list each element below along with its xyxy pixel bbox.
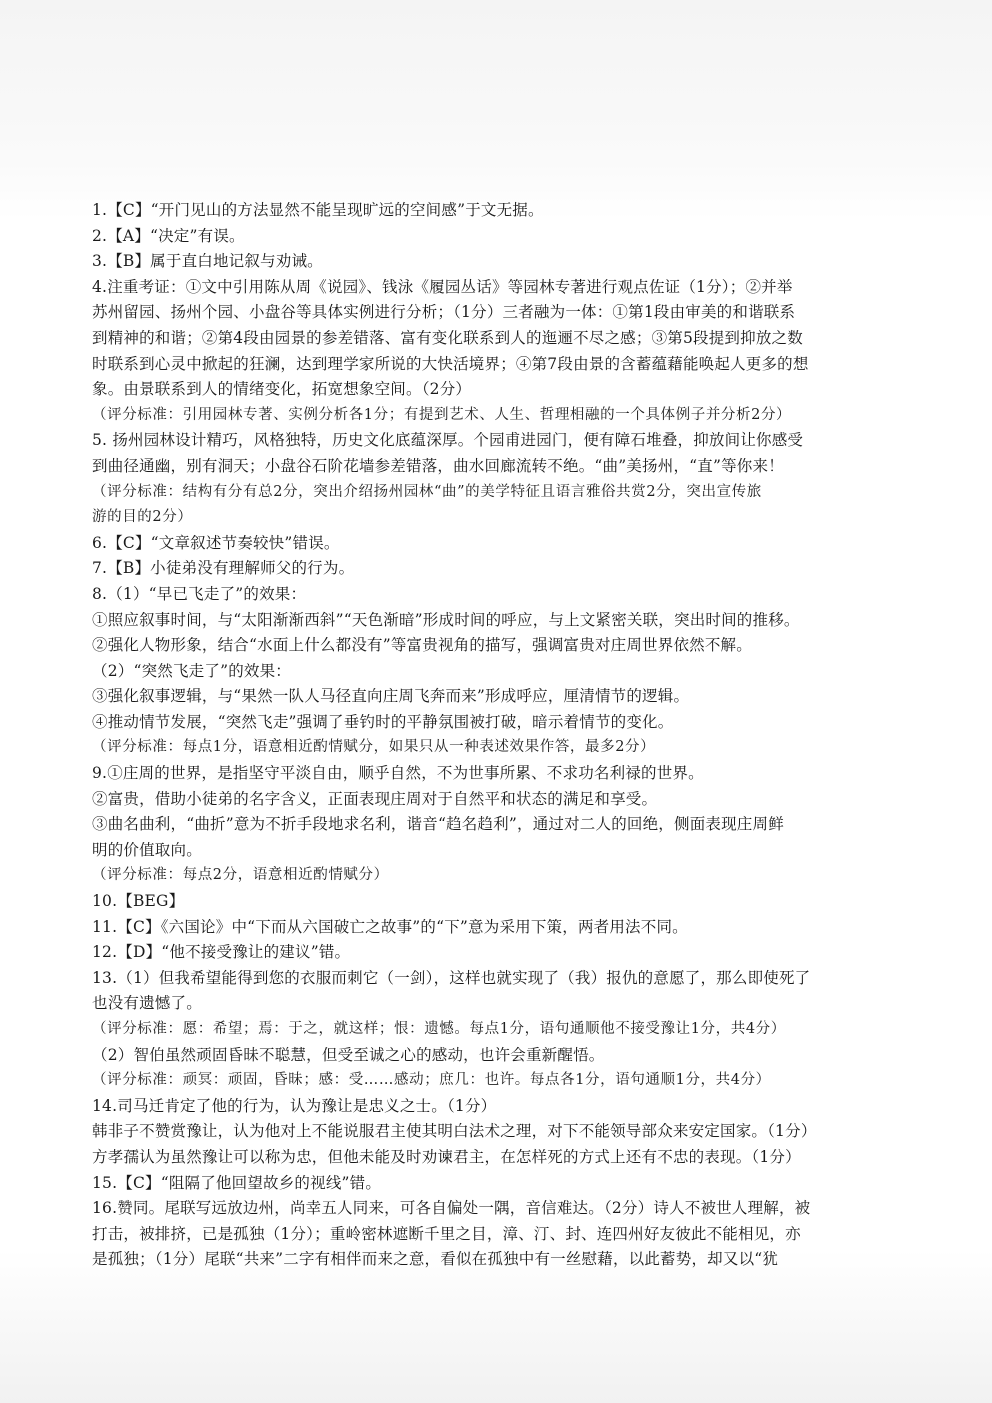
answer-line: 13.（1）但我希望能得到您的衣服而刺它（一剑），这样也就实现了（我）报仇的意愿了，那么即使死了 [92, 968, 811, 987]
answer-line: 6.【C】“文章叙述节奏较快”错误。 [92, 533, 340, 552]
answer-line: 3.【B】属于直白地记叙与劝诫。 [92, 252, 323, 271]
answer-line: 15.【C】“阻隔了他回望故乡的视线”错。 [92, 1173, 382, 1192]
answer-line: 2.【A】“决定”有误。 [92, 226, 245, 245]
answer-line: 14.司马迁肯定了他的行为，认为豫让是忠义之士。（1分） [92, 1096, 497, 1115]
answer-line: ②强化人物形象，结合“水面上什么都没有”等富贵视角的描写，强调富贵对庄周世界依然不解。 [92, 636, 752, 655]
answer-key-text [92, 198, 900, 1273]
answer-line: 1.【C】“开门见山的方法显然不能呈现旷远的空间感”于文无据。 [92, 201, 544, 219]
answer-line: ③强化叙事逻辑，与“果然一队人马径直向庄周飞奔而来”形成呼应，厘清情节的逻辑。 [92, 687, 690, 706]
answer-line: ④推动情节发展，“突然飞走”强调了垂钓时的平静氛围被打破，暗示着情节的变化。 [92, 712, 674, 731]
scoring-note-line: （评分标准：引用园林专著、实例分析各1分；有提到艺术、人生、哲理相融的一个具体例子并分析2分） [92, 406, 792, 423]
answer-line: 到精神的和谐；②第4段由园景的参差错落、富有变化联系到人的迤逦不尽之感；③第5段提到抑放之数 [92, 328, 803, 347]
answer-line: 象。由景联系到人的情绪变化，拓宽想象空间。（2分） [92, 380, 472, 399]
answer-line: 7.【B】小徒弟没有理解师父的行为。 [92, 559, 355, 578]
answer-line: 4.注重考证：①文中引用陈从周《说园》、钱泳《履园丛话》等园林专著进行观点佐证（1分）；②并举 [92, 277, 793, 296]
answer-line: 12.【D】“他不接受豫让的建议”错。 [92, 943, 351, 962]
answer-line: （2）“突然飞走了”的效果： [92, 661, 292, 680]
answer-line: 5. 扬州园林设计精巧，风格独特，历史文化底蕴深厚。个园甫进园门，便有障石堆叠，抑放间让你感受 [92, 431, 804, 450]
answer-line: 11.【C】《六国论》中“下而从六国破亡之故事”的“下”意为采用下策，两者用法不同。 [92, 917, 688, 936]
answer-line: 韩非子不赞赏豫让，认为他对上不能说服君主使其明白法术之理，对下不能领导部众来安定国家。（1分） [92, 1122, 817, 1141]
scoring-note-line: 游的目的2分） [92, 509, 193, 526]
answer-line: 16.赞同。尾联写远放边州，尚幸五人同来，可各自偏处一隅，音信难达。（2分）诗人不被世人理解，被 [92, 1199, 811, 1218]
answer-line: 时联系到心灵中掀起的狂澜，达到理学家所说的大快活境界；④第7段由景的含蓄蕴藉能唤起人更多的想 [92, 354, 809, 373]
scoring-note-line: （评分标准：结构有分有总2分，突出介绍扬州园林“曲”的美学特征且语言雅俗共赏2分，突出宣传旅 [92, 483, 762, 500]
scoring-note-line: （评分标准：愿：希望；焉：于之，就这样；恨：遗憾。每点1分，语句通顺他不接受豫让1分，共4分） [92, 1021, 786, 1037]
scoring-note-line: （评分标准：每点2分，语意相近酌情赋分） [92, 867, 389, 884]
answer-line: 9.①庄周的世界，是指坚守平淡自由，顺乎自然，不为世事所累、不求功名利禄的世界。 [92, 764, 704, 783]
scoring-note-line: （评分标准：每点1分，语意相近酌情赋分，如果只从一种表述效果作答，最多2分） [92, 739, 656, 756]
answer-line: 明的价值取向。 [92, 840, 202, 859]
answer-line: （2）智伯虽然顽固昏昧不聪慧，但受至诚之心的感动，也许会重新醒悟。 [92, 1045, 605, 1064]
answer-line: 打击，被排挤，已是孤独（1分）；重岭密林遮断千里之目，漳、汀、封、连四州好友彼此不能相见，亦 [92, 1224, 801, 1243]
answer-line: 方孝孺认为虽然豫让可以称为忠，但他未能及时劝谏君主，在怎样死的方式上还有不忠的表现。（1分） [92, 1147, 801, 1166]
scoring-note-line: （评分标准：顽冥：顽固，昏昧；感：受……感动；庶几：也许。每点各1分，语句通顺1分，共4分） [92, 1072, 771, 1089]
answer-line: ③曲名曲利，“曲折”意为不折手段地求名利，谐音“趋名趋利”，通过对二人的回绝，侧面表现庄周鲜 [92, 815, 784, 834]
answer-line: 10.【BEG】 [92, 892, 185, 911]
answer-line: 是孤独；（1分）尾联“共来”二字有相伴而来之意，看似在孤独中有一丝慰藉，以此蓄势，却又以“犹 [92, 1250, 779, 1269]
answer-line: ①照应叙事时间，与“太阳渐渐西斜”“天色渐暗”形成时间的呼应，与上文紧密关联，突出时间的推移。 [92, 610, 800, 629]
answer-line: 8.（1）“早已飞走了”的效果： [92, 584, 307, 603]
answer-line: 苏州留园、扬州个园、小盘谷等具体实例进行分析；（1分）三者融为一体：①第1段由审美的和谐联系 [92, 303, 796, 322]
answer-line: ②富贵，借助小徒弟的名字含义，正面表现庄周对于自然平和状态的满足和享受。 [92, 789, 658, 808]
answer-line: 也没有遗憾了。 [92, 994, 202, 1013]
answer-line: 到曲径通幽，别有洞天；小盘谷石阶花墙参差错落，曲水回廊流转不绝。“曲”美扬州，“直”等你来！ [92, 456, 784, 475]
